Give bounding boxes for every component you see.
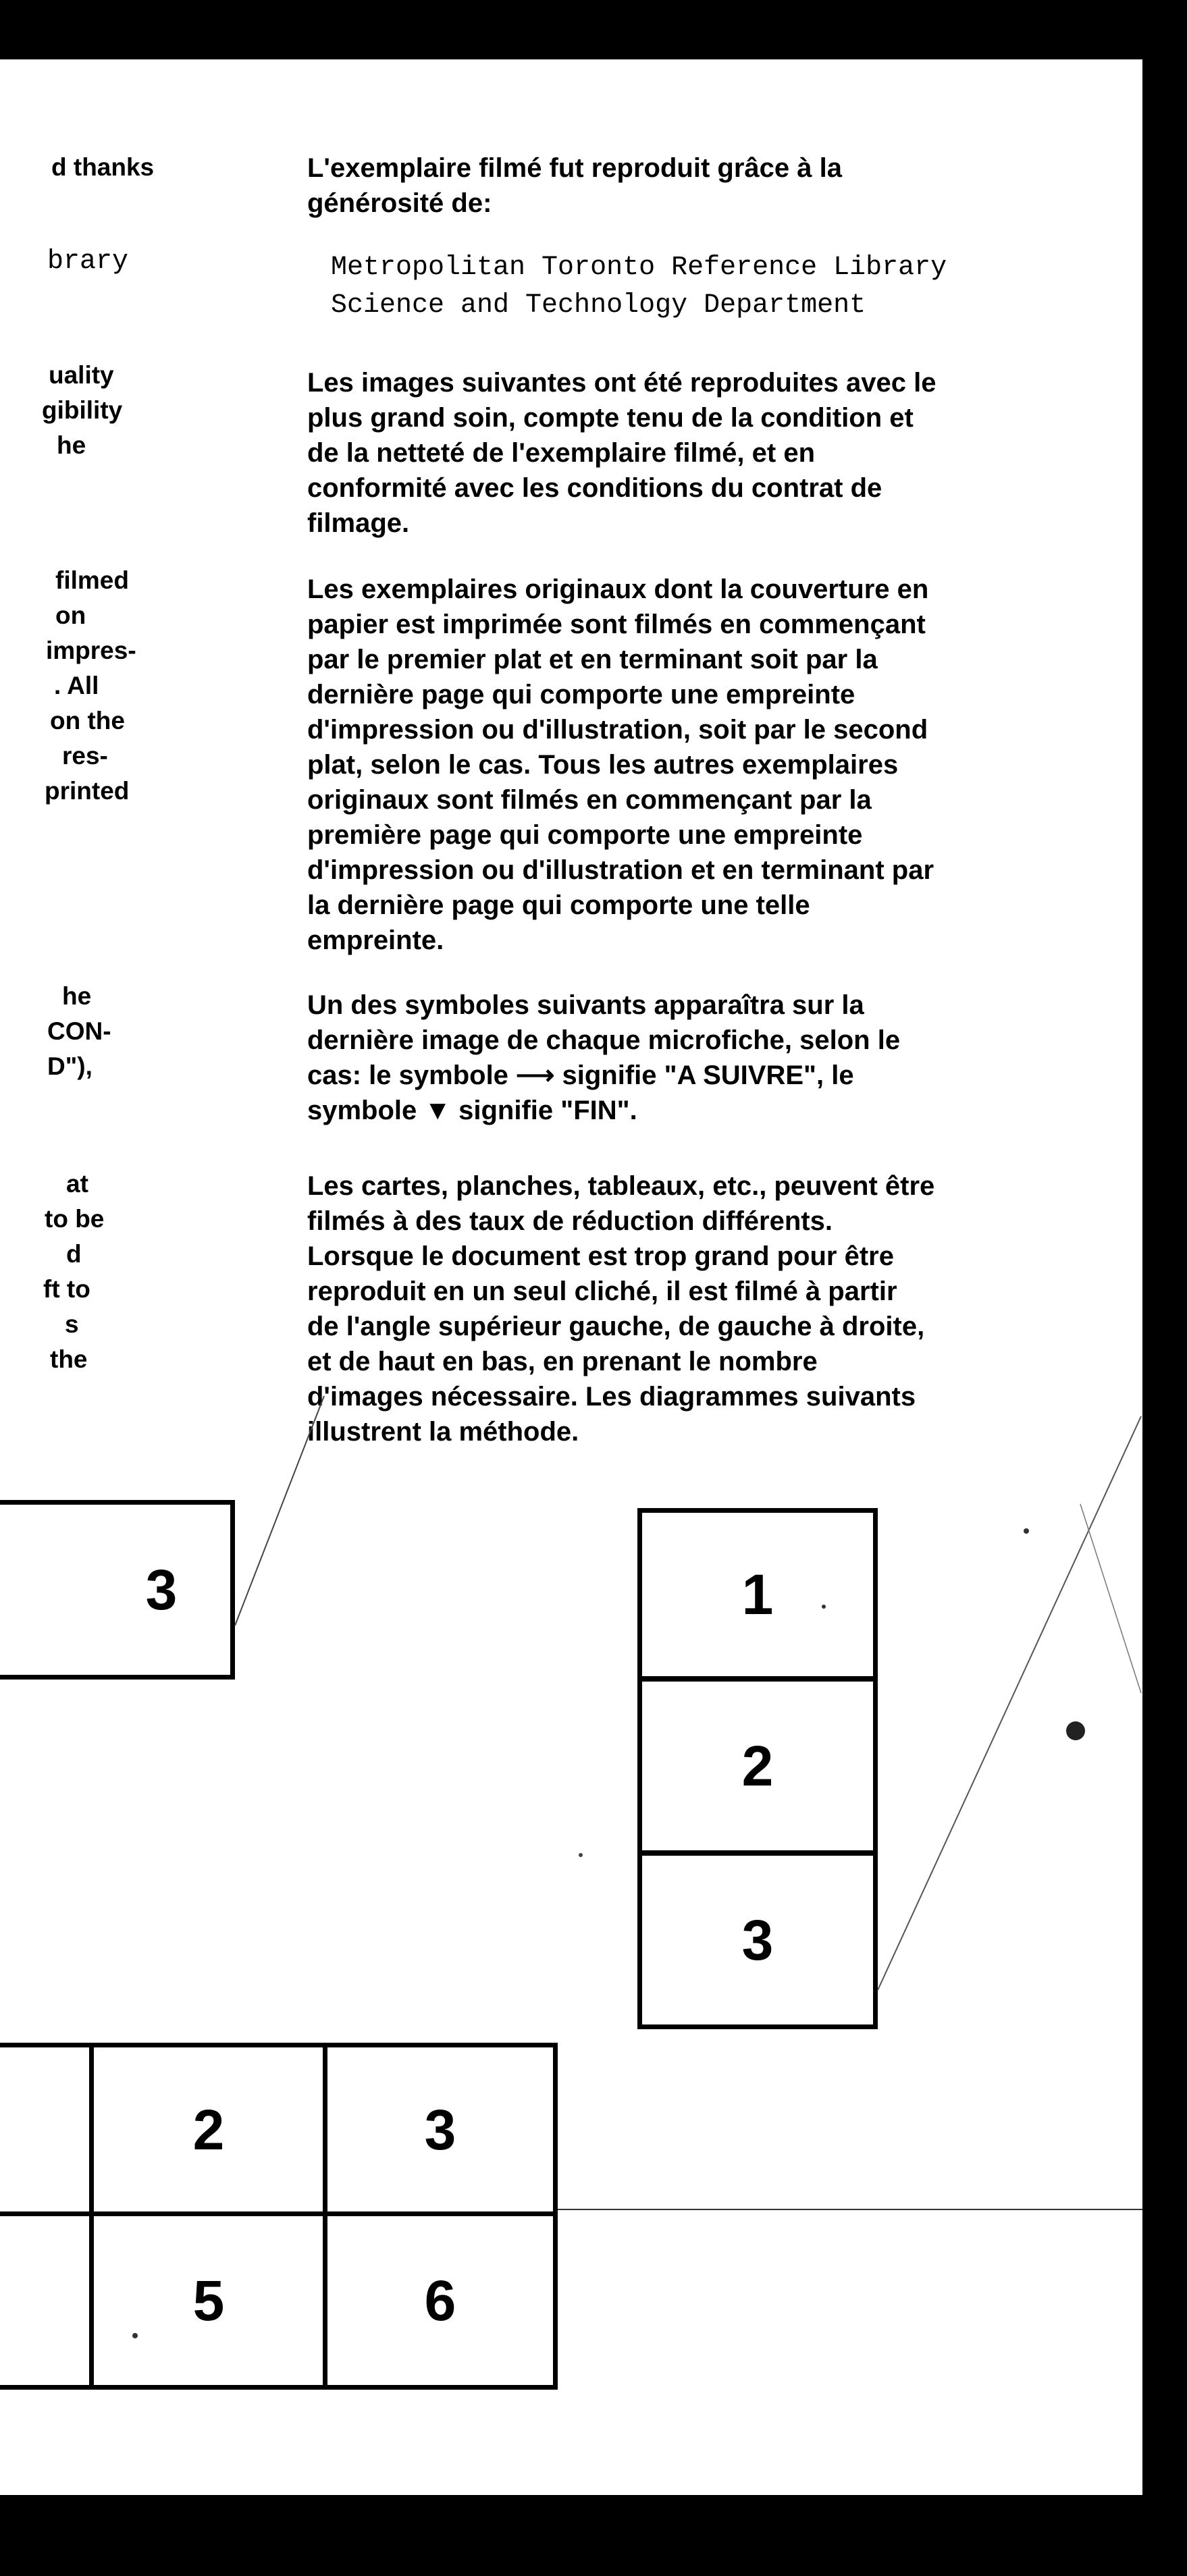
paragraph-line: première page qui comporte une empreinte — [307, 820, 863, 850]
left-fragment-line: the — [50, 1345, 88, 1373]
left-fragment-line: d — [66, 1240, 82, 1268]
paragraph-line: conformité avec les conditions du contrat de — [307, 473, 882, 503]
left-fragment-line: uality — [49, 361, 114, 389]
paragraph-line: empreinte. — [307, 925, 444, 955]
paragraph-line: symbole ▼ signifie "FIN". — [307, 1096, 637, 1125]
left-fragment-line: s — [65, 1310, 79, 1338]
left-fragment-line: CON- — [47, 1017, 111, 1045]
paragraph-line: filmage. — [307, 508, 410, 538]
left-fragment-line: impres- — [46, 637, 136, 664]
paragraph-line: cas: le symbole ⟶ signifie "A SUIVRE", le — [307, 1061, 854, 1090]
left-fragment-line: res- — [62, 742, 108, 770]
paragraph-line: Lorsque le document est trop grand pour être — [307, 1241, 894, 1271]
diagram-cell-number: 3 — [424, 2097, 456, 2162]
diagram-cell-number: 6 — [424, 2268, 456, 2332]
paragraph-line: originaux sont filmés en commençant par la — [307, 785, 872, 815]
left-fragment-line: he — [62, 982, 92, 1010]
paragraph-line: la dernière page qui comporte une telle — [307, 890, 810, 920]
paragraph-line: Les cartes, planches, tableaux, etc., peuvent être — [307, 1171, 935, 1201]
paragraph-line: d'impression ou d'illustration, soit par le second — [307, 715, 928, 745]
paragraph-line: et de haut en bas, en prenant le nombre — [307, 1347, 818, 1376]
paragraph-line: filmés à des taux de réduction différents. — [307, 1206, 833, 1236]
left-fragment-line: brary — [47, 246, 129, 277]
left-fragment-line: he — [57, 431, 86, 459]
diagram-cell-number: 1 — [741, 1562, 774, 1626]
left-fragment-line: d thanks — [51, 153, 155, 181]
paragraph-line: Les exemplaires originaux dont la couverture en — [307, 574, 929, 604]
left-fragment-line: at — [66, 1170, 88, 1198]
left-fragment-line: printed — [45, 777, 130, 805]
diagram-cell-number: 2 — [192, 2097, 225, 2162]
paragraph-line: Les images suivantes ont été reproduites avec le — [307, 368, 937, 398]
paragraph-line: Un des symboles suivants apparaîtra sur la — [307, 990, 864, 1020]
paragraph-line: de la netteté de l'exemplaire filmé, et en — [307, 438, 816, 468]
acknowledgment-line: générosité de: — [307, 188, 492, 218]
paragraph-line: reproduit en un seul cliché, il est filmé à partir — [307, 1277, 897, 1306]
left-fragment-line: on — [55, 601, 86, 629]
diagram-cell-number: 5 — [192, 2268, 225, 2332]
paragraph-line: d'impression ou d'illustration et en terminant par — [307, 855, 934, 885]
left-fragment-line: . All — [54, 672, 99, 699]
paragraph-line: plus grand soin, compte tenu de la condition et — [307, 403, 914, 433]
film-scratches — [0, 59, 1142, 2495]
paragraph-line: par le premier plat et en terminant soit par la — [307, 645, 878, 674]
left-fragment-line: gibility — [42, 396, 123, 424]
left-fragment-line: D"), — [47, 1052, 93, 1080]
institution-line: Metropolitan Toronto Reference Library — [331, 252, 947, 283]
diagram-cell-number: 3 — [145, 1557, 178, 1621]
left-fragment-line: ft to — [43, 1275, 90, 1303]
diagram-cell-number: 3 — [741, 1908, 774, 1972]
left-fragment-line: on the — [50, 707, 125, 734]
left-fragment-line: to be — [45, 1205, 105, 1233]
left-fragment-line: filmed — [55, 566, 129, 594]
paragraph-line: dernière image de chaque microfiche, selon le — [307, 1025, 901, 1055]
paragraph-line: illustrent la méthode. — [307, 1417, 579, 1447]
bottom-black-margin — [0, 2495, 1187, 2576]
acknowledgment-line: L'exemplaire filmé fut reproduit grâce à la — [307, 153, 842, 183]
paragraph-line: plat, selon le cas. Tous les autres exemplaires — [307, 750, 899, 780]
right-black-margin — [1142, 59, 1187, 2495]
paragraph-line: papier est imprimée sont filmés en commençant — [307, 610, 926, 639]
paragraph-line: d'images nécessaire. Les diagrammes suivants — [307, 1382, 916, 1412]
paragraph-line: dernière page qui comporte une empreinte — [307, 680, 855, 709]
paragraph-line: de l'angle supérieur gauche, de gauche à droite, — [307, 1312, 925, 1341]
institution-line: Science and Technology Department — [331, 290, 866, 321]
diagram-cell-number: 2 — [741, 1734, 774, 1798]
